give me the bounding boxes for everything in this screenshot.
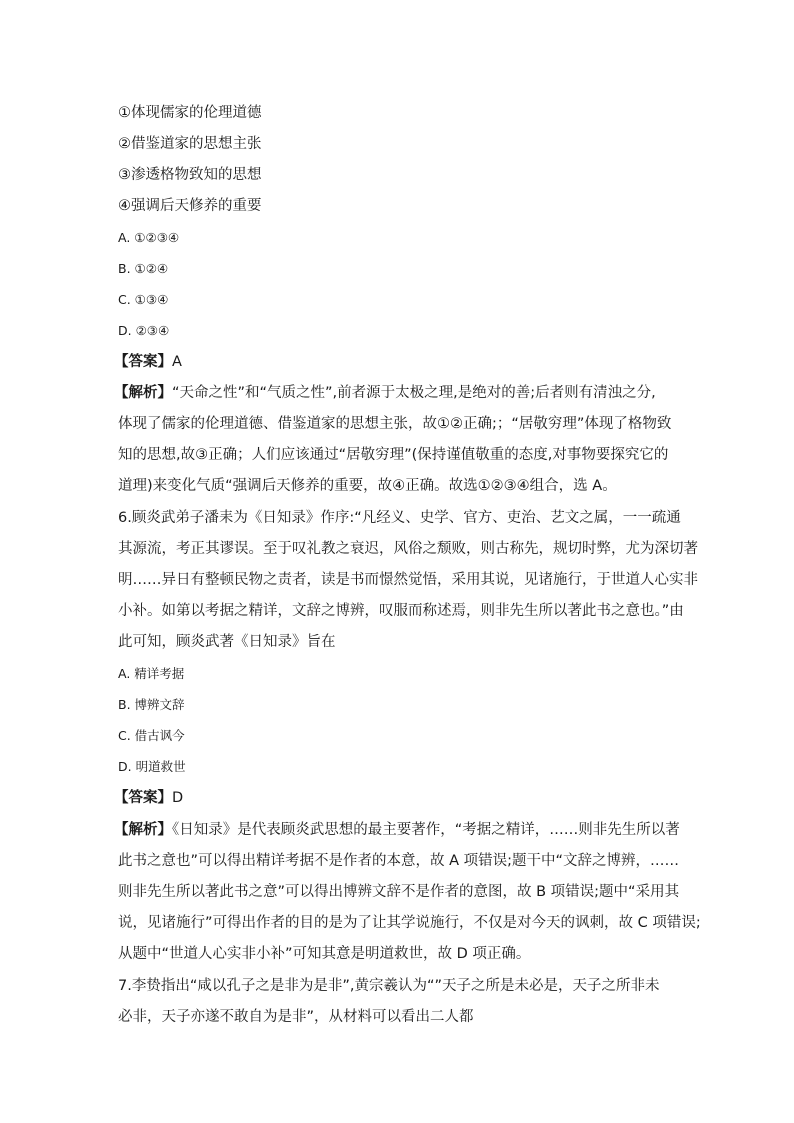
q5-analysis-line-3: 知的思想,故③正确；人们应该通过“居敬穷理”(保持谨值敬重的态度,对事物要探究它的 [118,447,669,463]
q6-answer-label: 【答案】 [114,790,172,806]
q5-option-c: C. ①③④ [118,292,169,307]
q5-analysis-text-1: “天命之性”和“气质之性”,前者源于太极之理,是绝对的善;后者则有清浊之分, [172,385,656,401]
q5-item-4: ④强调后天修养的重要 [118,198,262,214]
q5-option-d: D. ②③④ [118,323,170,338]
q5-answer [114,352,182,372]
q5-analysis-label: 【解析】 [114,385,172,401]
q6-option-b: B. 博辨文辞 [118,697,185,712]
q6-answer [114,788,183,808]
q5-answer-value: A [172,354,182,370]
q6-option-c: C. 借古讽今 [118,728,185,743]
q6-analysis-label: 【解析】 [114,822,172,838]
q6-stem-line-2: 其源流，考正其谬误。至于叹礼教之衰迟，风俗之颓败，则古称先，规切时弊，尤为深切著 [118,541,698,557]
q6-analysis-line-1 [114,820,680,840]
q5-answer-label: 【答案】 [114,354,172,370]
q6-option-a: A. 精详考据 [118,666,185,681]
q6-analysis-line-5: 从题中“世道人心实非小补”可知其意是明道救世，故 D 项正确。 [118,946,531,962]
q5-analysis-line-4: 道理)来变化气质“强调后天修养的重要，故④正确。故选①②③④组合，选 A。 [118,478,617,494]
q5-analysis-line-2: 体现了儒家的伦理道德、借鉴道家的思想主张，故①②正确;；“居敬穷理”体现了格物致 [118,416,672,432]
q7-stem-line-2: 必非，天子亦遂不敢自为是非”，从材料可以看出二人都 [118,1009,474,1025]
q6-stem-line-4: 小补。如第以考据之精详，文辞之博辨，叹服而称述焉，则非先生所以著此书之意也。”由 [118,603,684,619]
q5-option-a: A. ①②③④ [118,230,180,245]
q5-item-3: ③渗透格物致知的思想 [118,167,262,183]
q6-stem-line-3: 明……异日有整顿民物之责者，读是书而憬然觉悟，采用其说，见诸施行，于世道人心实非 [118,572,698,588]
q5-item-2: ②借鉴道家的思想主张 [118,136,262,152]
q5-analysis-line-1 [114,383,656,403]
q6-analysis-line-3: 则非先生所以著此书之意”可以得出博辨文辞不是作者的意图，故 B 项错误;题中“采用其 [118,884,680,900]
q6-option-d: D. 明道救世 [118,759,186,774]
q6-analysis-text-1: 《日知录》是代表顾炎武思想的最主要著作，“考据之精详，……则非先生所以著 [172,822,680,838]
q6-stem-line-5: 此可知，顾炎武著《日知录》旨在 [118,634,336,650]
q6-analysis-line-2: 此书之意也”可以得出精详考据不是作者的本意，故 A 项错误;题干中“文辞之博辨，…… [118,853,680,869]
q7-stem-line-1: 7.李贽指出“咸以孔子之是非为是非”,黄宗羲认为“”天子之所是未必是，天子之所非未 [118,978,660,994]
q6-analysis-line-4: 说，见诸施行”可得出作者的目的是为了让其学说施行，不仅是对今天的讽刺，故 C 项错误; [118,915,701,931]
q6-answer-value: D [172,790,184,806]
q5-option-b: B. ①②④ [118,261,169,276]
q5-item-1: ①体现儒家的伦理道德 [118,105,262,121]
q6-stem-line-1: 6.顾炎武弟子潘耒为《日知录》作序:“凡经义、史学、官方、吏治、艺文之属，一一疏通 [118,510,681,526]
